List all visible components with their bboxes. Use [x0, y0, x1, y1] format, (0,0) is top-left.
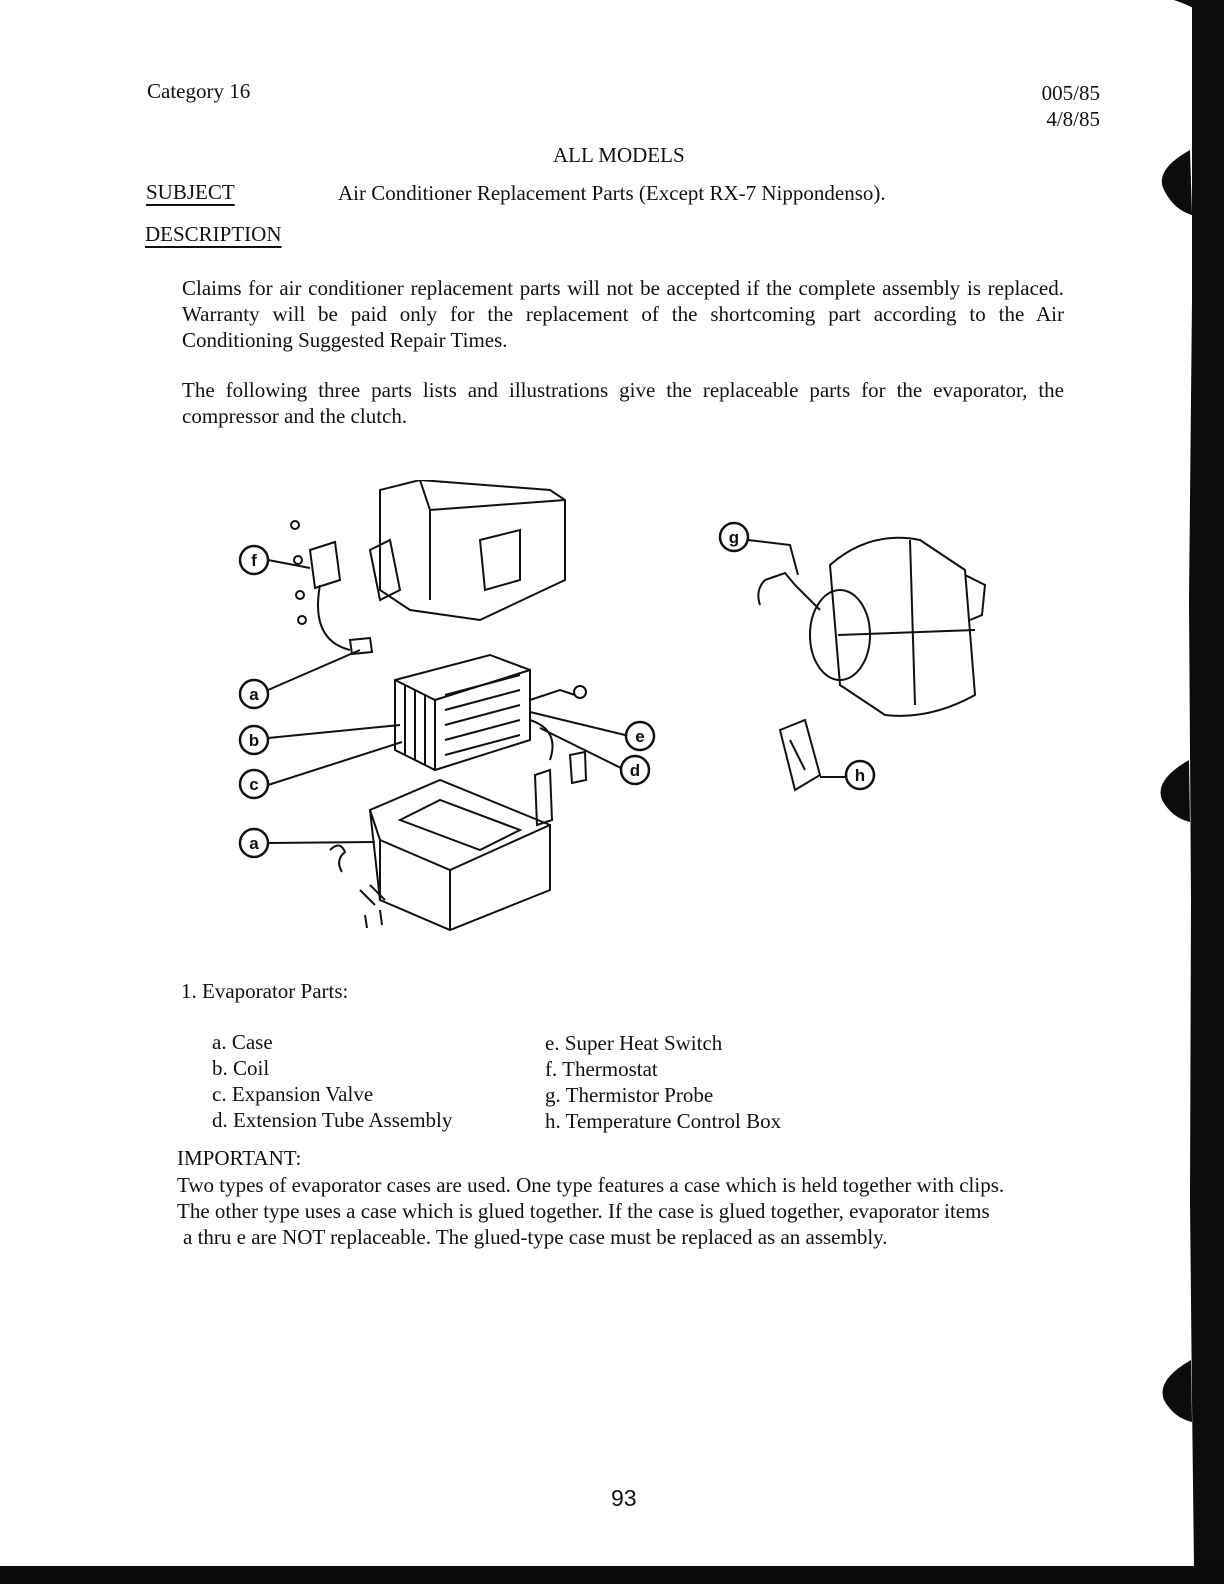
list-item: e. Super Heat Switch: [545, 1031, 723, 1055]
list-item: b. Coil: [212, 1056, 270, 1080]
important-label: IMPORTANT:: [177, 1146, 302, 1170]
callout-f: f: [251, 551, 257, 570]
category-label: Category 16: [147, 79, 251, 103]
callout-a-top: a: [249, 685, 259, 704]
document-date: 4/8/85: [1046, 107, 1100, 131]
list-item: h. Temperature Control Box: [545, 1109, 782, 1133]
callout-e: e: [635, 727, 645, 746]
list-item: f. Thermostat: [545, 1057, 658, 1081]
models-heading: ALL MODELS: [553, 143, 685, 167]
document-number: 005/85: [1041, 81, 1100, 105]
evaporator-exploded-illustration: [230, 480, 670, 940]
thermistor-control-box-illustration: [710, 515, 1010, 815]
parts-list-left: [212, 1029, 452, 1133]
description-paragraph-2: The following three parts lists and illustrations give the replaceable parts for the evaporator, the compressor and the clutch.: [182, 378, 1064, 428]
description-paragraph-1: Claims for air conditioner replacement parts will not be accepted if the complete assembly is replaced. Warranty will be paid only for the replacement of the shortcoming part according to the Air Conditioning Suggested Repair Times.: [182, 276, 1064, 352]
callout-b: b: [248, 731, 260, 750]
important-line: The other type uses a case which is glued together. If the case is glued together, evaporator items: [177, 1199, 990, 1223]
callout-d: d: [629, 761, 641, 780]
parts-list-heading: 1. Evaporator Parts:: [181, 979, 349, 1003]
callout-c: c: [249, 775, 259, 794]
parts-list-right: [545, 1030, 781, 1134]
scan-bottom-edge: [0, 1566, 1224, 1584]
binder-spine-edge: [1134, 0, 1224, 1568]
subject-label: SUBJECT: [146, 180, 235, 204]
list-item: d. Extension Tube Assembly: [212, 1108, 453, 1132]
callout-a-bottom: a: [249, 834, 259, 853]
page-number: 93: [611, 1485, 637, 1511]
important-line: Two types of evaporator cases are used. One type features a case which is held together with clips.: [177, 1173, 1005, 1197]
description-label: DESCRIPTION: [145, 222, 282, 246]
list-item: c. Expansion Valve: [212, 1082, 374, 1106]
important-text: [177, 1172, 1004, 1250]
subject-text: Air Conditioner Replacement Parts (Except RX-7 Nippondenso).: [338, 181, 886, 205]
important-line: a thru e are NOT replaceable. The glued-type case must be replaced as an assembly.: [183, 1225, 888, 1249]
callout-g: g: [728, 528, 740, 547]
callout-h: h: [854, 766, 866, 785]
list-item: a. Case: [212, 1030, 273, 1054]
list-item: g. Thermistor Probe: [545, 1083, 714, 1107]
